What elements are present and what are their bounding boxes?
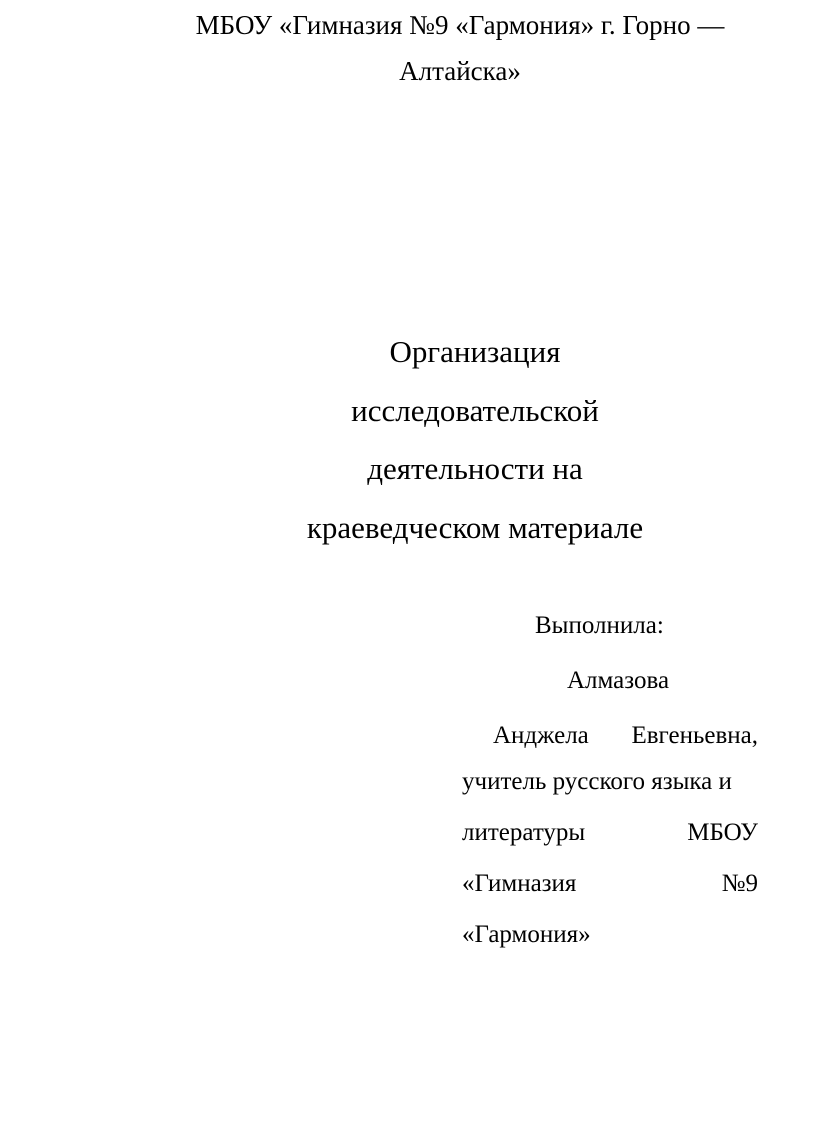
school-name-line xyxy=(462,866,758,902)
author-subject: литературы xyxy=(462,819,586,846)
title-line-3: деятельности на xyxy=(367,451,583,486)
author-patronymic: Евгеньевна, xyxy=(631,722,758,749)
school-number: №9 xyxy=(721,870,758,897)
title-line-2: исследовательской xyxy=(351,392,599,428)
school-header-line-1: МБОУ «Гимназия №9 «Гармония» г. Горно — xyxy=(195,10,725,40)
school-header-line-2: Алтайска» xyxy=(399,56,521,86)
author-position-line: учитель русского языка и xyxy=(462,768,732,795)
title-line-1: Организация xyxy=(389,334,561,369)
title-line-4: краеведческом материале xyxy=(306,509,644,545)
document-title xyxy=(230,323,720,557)
school-abbreviation: МБОУ xyxy=(687,819,758,846)
author-name-line xyxy=(493,718,758,754)
school-name: «Гармония» xyxy=(462,921,591,948)
author-subject-line xyxy=(462,815,758,851)
author-first-name: Анджела xyxy=(493,722,589,749)
school-type: «Гимназия xyxy=(462,870,577,897)
author-label: Выполнила: xyxy=(535,612,664,639)
author-surname: Алмазова xyxy=(567,667,670,694)
school-header xyxy=(150,2,770,94)
